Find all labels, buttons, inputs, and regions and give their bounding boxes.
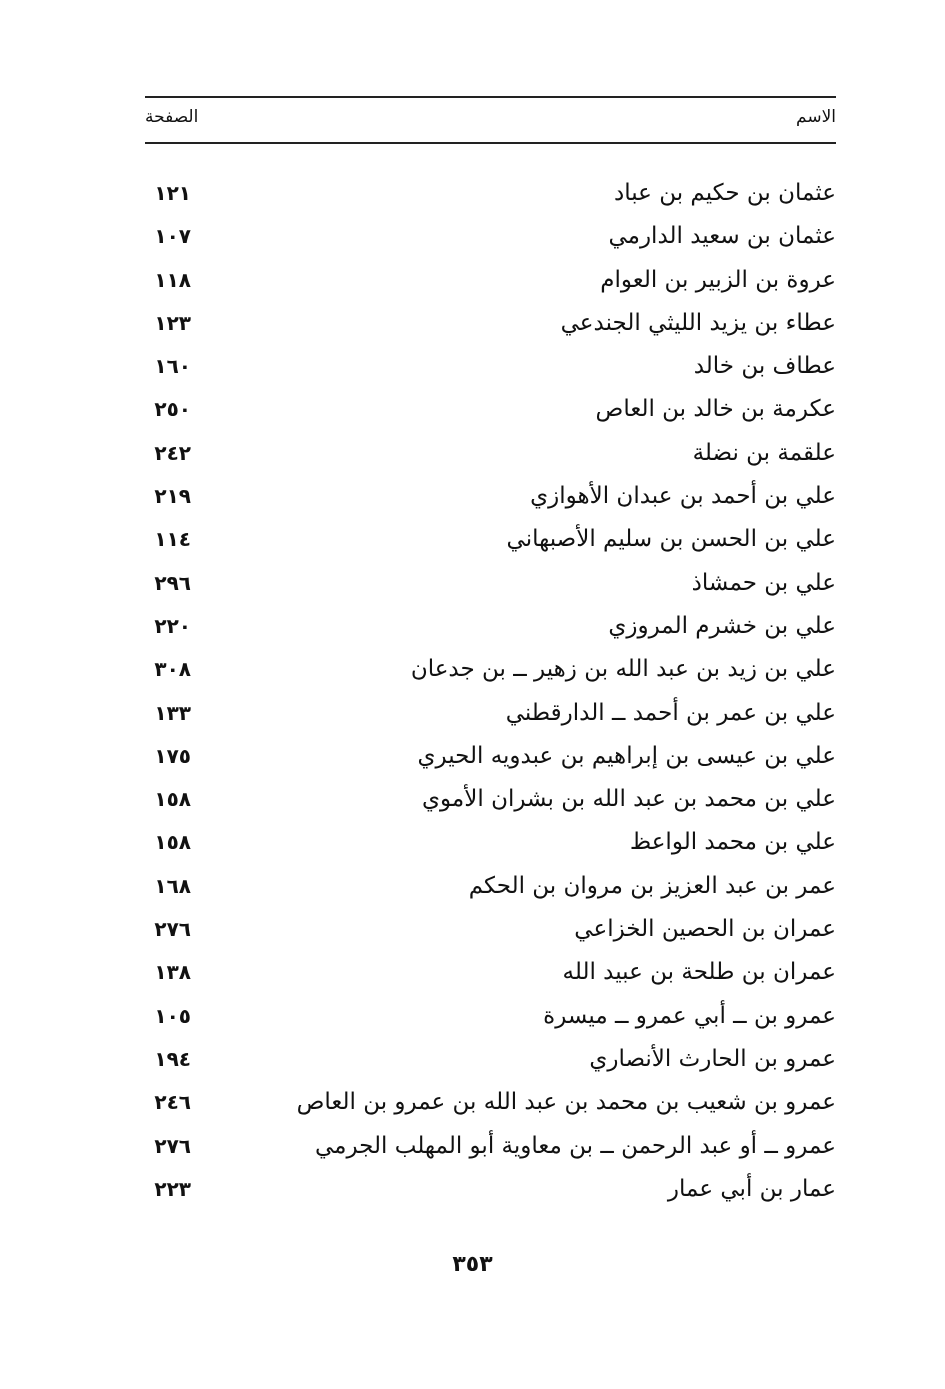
- entry-name: عمرو بن ــ أبي عمرو ــ ميسرة: [543, 1002, 836, 1029]
- entry-page: ٢٢٣: [154, 1176, 191, 1201]
- list-item: [145, 1038, 836, 1081]
- table-header: [145, 96, 836, 144]
- entry-name: علي بن زيد بن عبد الله بن زهير ــ بن جدعان: [410, 656, 836, 683]
- entry-name: عمرو بن شعيب بن محمد بن عبد الله بن عمرو بن العاص: [296, 1089, 836, 1116]
- entry-page: ١١٤: [154, 527, 191, 552]
- entry-name: عطاء بن يزيد الليثي الجندعي: [560, 309, 836, 336]
- entry-page: ١٥٨: [154, 787, 191, 812]
- entry-name: عمر بن عبد العزيز بن مروان بن الحكم: [468, 872, 836, 899]
- entry-page: ١٠٥: [154, 1003, 191, 1028]
- entry-page: ١٦٠: [154, 354, 191, 379]
- entry-name: علي بن محمد بن عبد الله بن بشران الأموي: [422, 786, 836, 813]
- page-column-header: الصفحة: [145, 107, 199, 127]
- list-item: [145, 951, 836, 994]
- entry-name: علي بن محمد الواعظ: [629, 829, 836, 856]
- entry-name: علي بن خشرم المروزي: [608, 612, 836, 639]
- entry-name: علي بن عمر بن أحمد ــ الدارقطني: [505, 699, 836, 726]
- entry-page: ١٧٥: [154, 743, 191, 768]
- entry-name: عكرمة بن خالد بن العاص: [595, 396, 836, 423]
- list-item: [145, 215, 836, 258]
- entry-page: ١٦٨: [154, 873, 191, 898]
- entry-name: عروة بن الزبير بن العوام: [600, 266, 836, 293]
- entry-name: علي بن الحسن بن سليم الأصبهاني: [506, 526, 836, 553]
- entry-page: ١٠٧: [154, 224, 191, 249]
- entry-name: علقمة بن نضلة: [692, 439, 836, 466]
- entry-name: علي بن عيسى بن إبراهيم بن عبدويه الحيري: [417, 742, 836, 769]
- entry-page: ١٢١: [154, 181, 191, 205]
- entry-page: ٣٠٨: [154, 657, 191, 682]
- list-item: [145, 562, 836, 605]
- entry-page: ١٣٨: [154, 960, 191, 985]
- page-number: ٣٥٣: [452, 1252, 493, 1277]
- entry-page: ٢٤٦: [154, 1090, 191, 1115]
- list-item: [145, 778, 836, 821]
- entry-page: ١٣٣: [154, 700, 191, 725]
- list-item: [145, 302, 836, 345]
- entry-name: عمرو ــ أو عبد الرحمن ــ بن معاوية أبو المهلب الجرمي: [315, 1132, 836, 1159]
- list-item: [145, 865, 836, 908]
- list-item: [145, 692, 836, 735]
- list-item: [145, 995, 836, 1038]
- list-item: [145, 1125, 836, 1168]
- entry-page: ١٥٨: [154, 830, 191, 855]
- entry-page: ٢٢٠: [154, 613, 191, 638]
- name-column-header: الاسم: [796, 107, 836, 127]
- list-item: [145, 259, 836, 302]
- entry-name: عثمان بن سعيد الدارمي: [608, 223, 836, 250]
- list-item: [145, 388, 836, 431]
- list-item: [145, 172, 836, 215]
- entry-name: عمران بن طلحة بن عبيد الله: [562, 959, 836, 986]
- entry-page: ١٢٣: [154, 310, 191, 335]
- list-item: [145, 1168, 836, 1211]
- entry-page: ٢٧٦: [154, 917, 191, 942]
- entry-name: عمران بن الحصين الخزاعي: [574, 916, 836, 943]
- list-item: [145, 735, 836, 778]
- entry-page: ٢٥٠: [154, 397, 191, 422]
- entry-page: ١٩٤: [154, 1046, 191, 1071]
- list-item: [145, 821, 836, 864]
- list-item: [145, 605, 836, 648]
- entry-name: عطاف بن خالد: [693, 353, 836, 380]
- list-item: [145, 432, 836, 475]
- list-item: [145, 648, 836, 691]
- index-list: [145, 172, 836, 1211]
- entry-page: ٢٩٦: [154, 570, 191, 595]
- list-item: [145, 475, 836, 518]
- list-item: [145, 345, 836, 388]
- entry-name: علي بن حمشاذ: [691, 569, 836, 596]
- list-item: [145, 1081, 836, 1124]
- entry-page: ٢١٩: [154, 484, 191, 509]
- list-item: [145, 908, 836, 951]
- entry-name: عمار بن أبي عمار: [667, 1175, 836, 1202]
- list-item: [145, 518, 836, 561]
- entry-name: عمرو بن الحارث الأنصاري: [589, 1045, 836, 1072]
- entry-name: عثمان بن حكيم بن عباد: [613, 180, 836, 206]
- entry-page: ٢٧٦: [154, 1133, 191, 1158]
- entry-name: علي بن أحمد بن عبدان الأهوازي: [530, 483, 836, 510]
- entry-page: ٢٤٢: [154, 440, 191, 465]
- entry-page: ١١٨: [154, 267, 191, 292]
